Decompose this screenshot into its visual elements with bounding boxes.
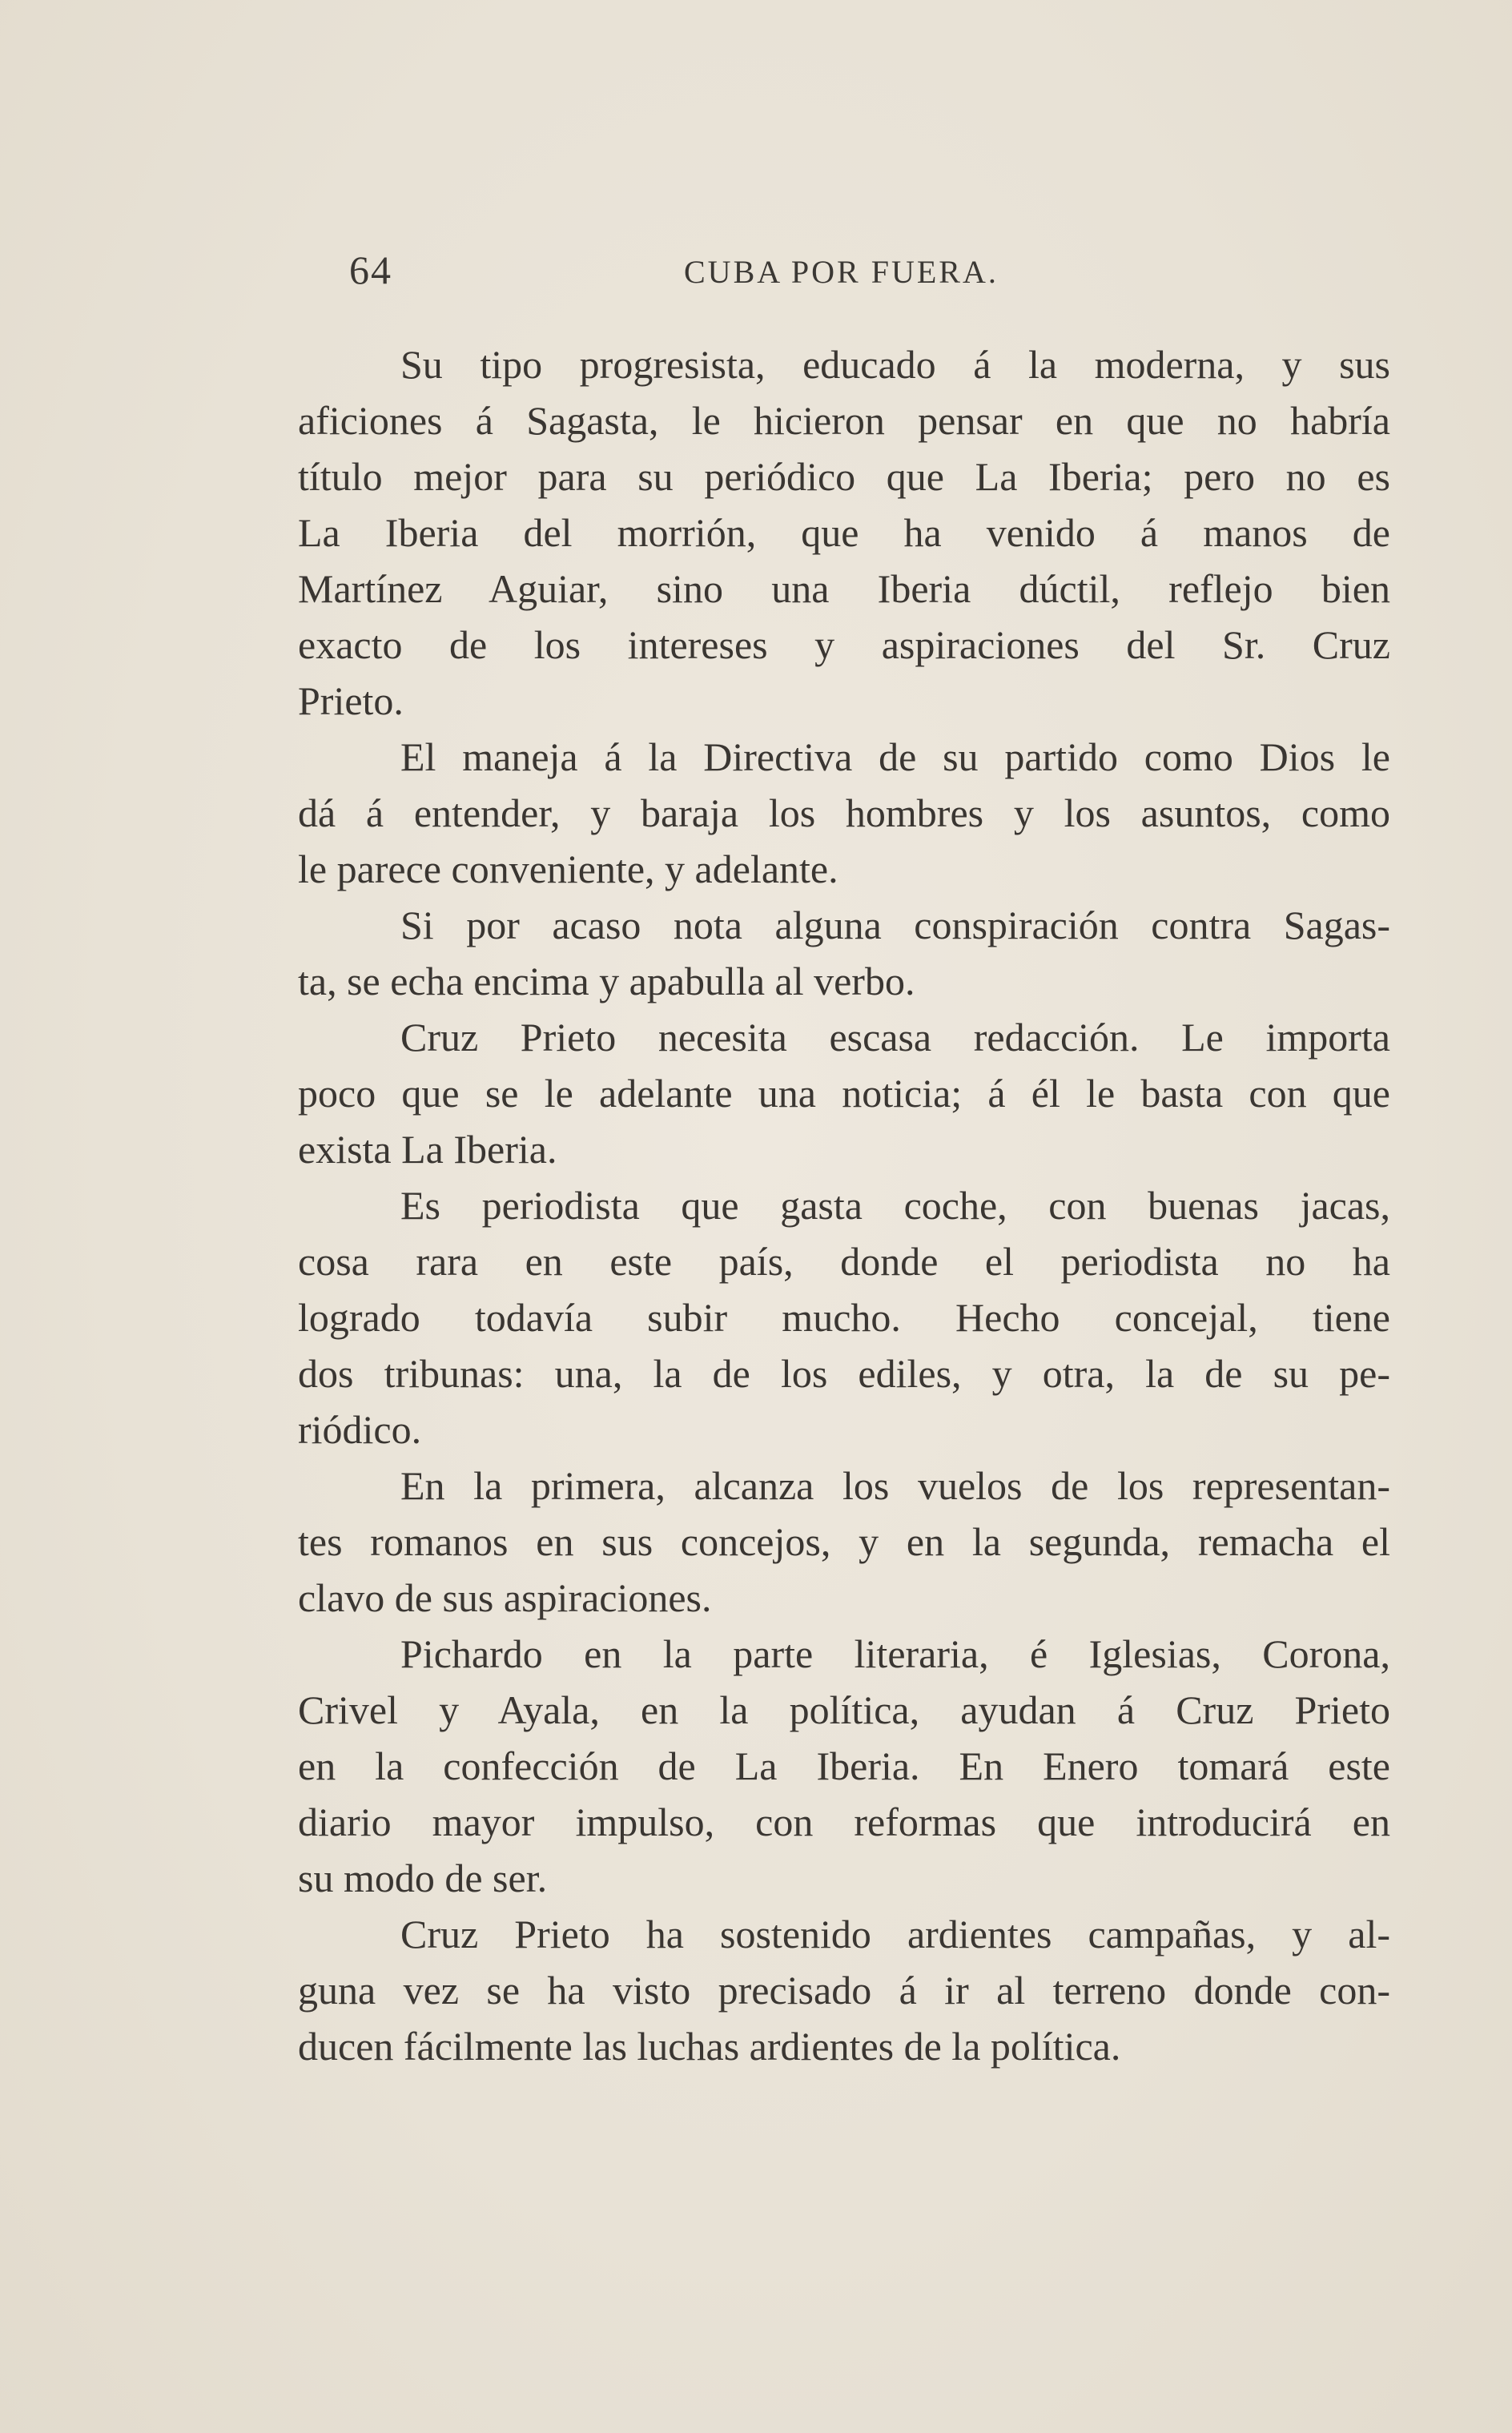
- text-line: Prieto.: [298, 678, 404, 723]
- text-line: aficiones á Sagasta, le hicieron pensar en que no habría: [298, 398, 1390, 443]
- text-line: Si por acaso nota alguna conspiración contra Sagas-: [400, 903, 1390, 947]
- text-line: Martínez Aguiar, sino una Iberia dúctil, reflejo bien: [298, 566, 1390, 611]
- text-line: Cruz Prieto ha sostenido ardientes campañas, y al-: [400, 1912, 1390, 1956]
- text-line: riódico.: [298, 1407, 422, 1452]
- running-title: CUBA POR FUERA.: [684, 254, 999, 290]
- body-text: [298, 336, 1390, 2074]
- paragraph: [298, 1906, 1390, 2074]
- text-line: dos tribunas: una, la de los ediles, y otra, la de su pe-: [298, 1351, 1390, 1396]
- text-line: Cruz Prieto necesita escasa redacción. Le importa: [400, 1015, 1390, 1060]
- text-line: poco que se le adelante una noticia; á él le basta con que: [298, 1071, 1390, 1116]
- paragraph: [298, 1177, 1390, 1458]
- text-line: dá á entender, y baraja los hombres y los asuntos, como: [298, 790, 1390, 835]
- text-line: tes romanos en sus concejos, y en la segunda, remacha el: [298, 1519, 1390, 1564]
- text-line: Su tipo progresista, educado á la moderna, y sus: [400, 342, 1390, 387]
- text-line: guna vez se ha visto precisado á ir al terreno donde con-: [298, 1968, 1390, 2013]
- text-line: Es periodista que gasta coche, con buenas jacas,: [400, 1183, 1390, 1228]
- text-line: Crivel y Ayala, en la política, ayudan á Cruz Prieto: [298, 1687, 1390, 1732]
- page-number: 64: [349, 247, 392, 292]
- text-line: le parece conveniente, y adelante.: [298, 847, 838, 891]
- text-line: El maneja á la Directiva de su partido como Dios le: [400, 734, 1390, 779]
- text-line: En la primera, alcanza los vuelos de los representan-: [400, 1463, 1390, 1508]
- text-line: su modo de ser.: [298, 1856, 548, 1900]
- paragraph: [298, 897, 1390, 1009]
- text-line: logrado todavía subir mucho. Hecho concejal, tiene: [298, 1295, 1390, 1340]
- paragraph: [298, 1458, 1390, 1626]
- text-line: título mejor para su periódico que La Iberia; pero no es: [298, 454, 1390, 499]
- page-header: [349, 247, 1390, 303]
- text-line: cosa rara en este país, donde el periodista no ha: [298, 1239, 1390, 1284]
- paragraph: [298, 729, 1390, 897]
- text-line: diario mayor impulso, con reformas que introducirá en: [298, 1800, 1390, 1844]
- paragraph: [298, 336, 1390, 729]
- text-line: exacto de los intereses y aspiraciones del Sr. Cruz: [298, 622, 1390, 667]
- text-line: clavo de sus aspiraciones.: [298, 1575, 712, 1620]
- paragraph: [298, 1626, 1390, 1906]
- text-line: ta, se echa encima y apabulla al verbo.: [298, 959, 915, 1003]
- text-line: Pichardo en la parte literaria, é Iglesias, Corona,: [400, 1631, 1390, 1676]
- text-line: La Iberia del morrión, que ha venido á manos de: [298, 510, 1390, 555]
- text-line: en la confección de La Iberia. En Enero tomará este: [298, 1743, 1390, 1788]
- paragraph: [298, 1009, 1390, 1177]
- text-line: ducen fácilmente las luchas ardientes de la política.: [298, 2024, 1121, 2069]
- text-line: exista La Iberia.: [298, 1127, 557, 1172]
